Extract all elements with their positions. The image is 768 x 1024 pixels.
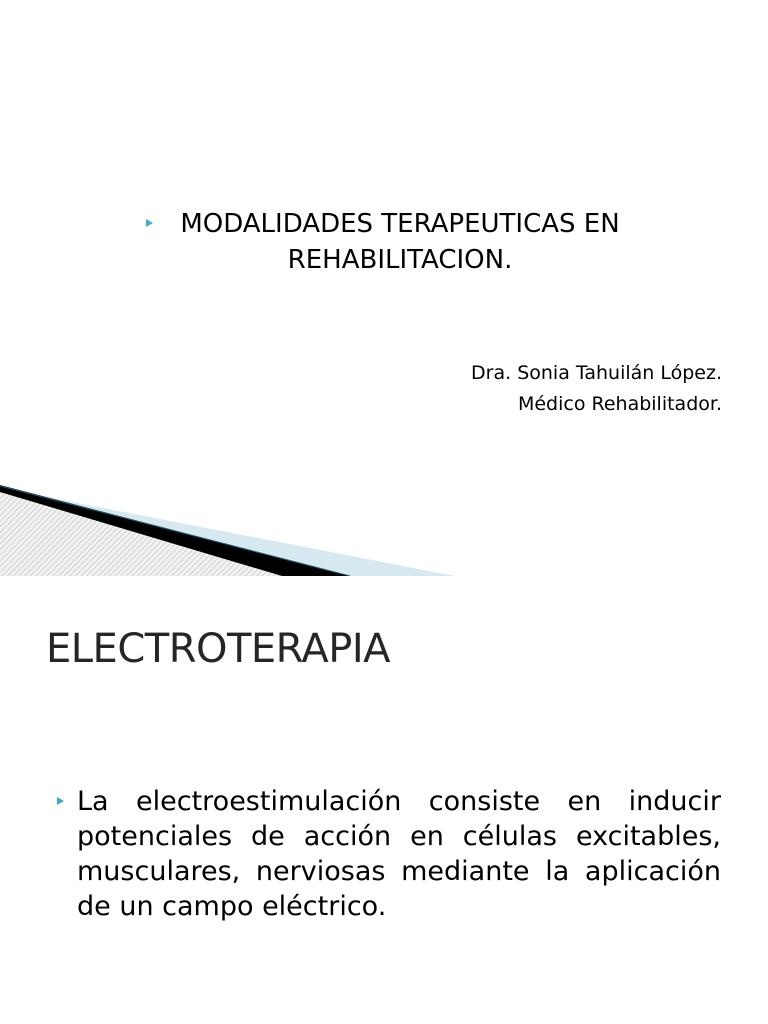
bullet-paragraph: [77, 784, 721, 924]
title-line-1: MODALIDADES TERAPEUTICAS EN: [180, 209, 620, 239]
bullet-icon: [146, 219, 153, 227]
decorative-swoosh: [0, 470, 768, 576]
content-slide: [0, 576, 768, 1024]
slide-heading: ELECTROTERAPIA: [46, 626, 390, 672]
author-name: Dra. Sonia Tahuilán López.: [471, 362, 722, 384]
bullet-text: La electroestimulación consiste en inducir potenciales de acción en células excitables, musculares, nerviosas mediante la aplicación de un campo eléctrico.: [77, 786, 721, 922]
slide-title: [120, 206, 680, 278]
author-role: Médico Rehabilitador.: [517, 393, 722, 415]
title-line-2: REHABILITACION.: [287, 245, 513, 275]
hatched-area: [0, 492, 282, 576]
author-info: [471, 358, 722, 420]
bullet-icon: [57, 797, 64, 805]
